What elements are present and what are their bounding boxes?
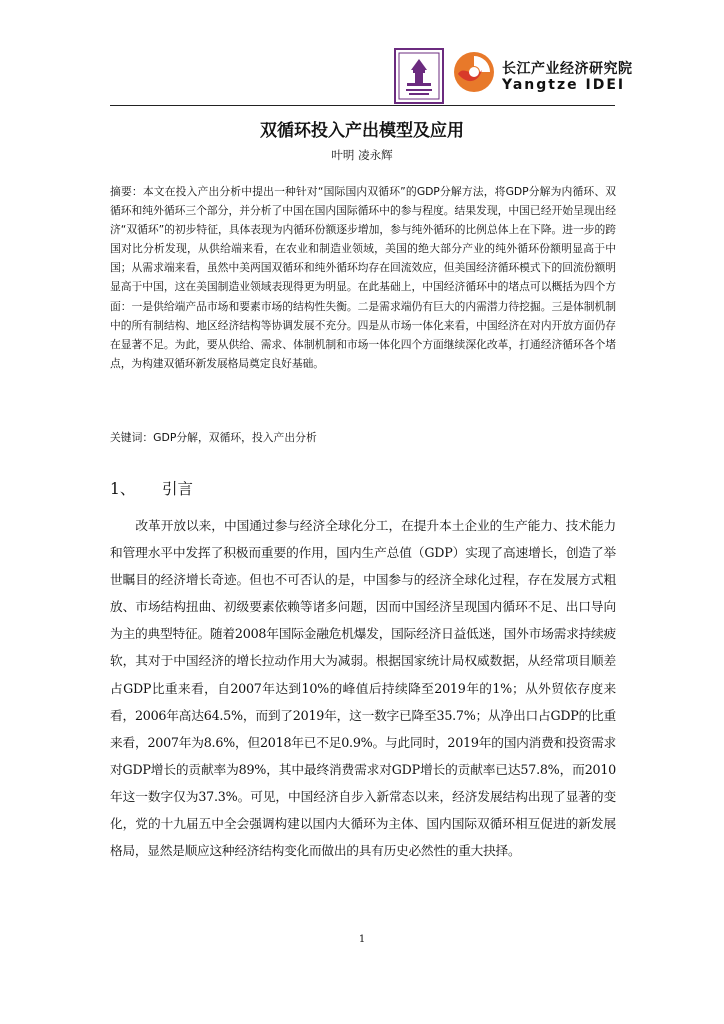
brand-name-chinese: 长江产业经济研究院 (502, 61, 633, 77)
section-title: 引言 (162, 480, 194, 498)
section-number: 1、 (110, 480, 136, 498)
keywords-line: 关键词：GDP分解，双循环，投入产出分析 (110, 431, 317, 444)
header-divider (110, 105, 615, 106)
abstract-text: 摘要：本文在投入产出分析中提出一种针对“国际国内双循环”的GDP分解方法，将GDP分解为内循环、双循环和纯外循环三个部分，并分析了中国在国内国际循环中的参与程度。结果发现，中国已经开始呈现出经济“双循环”的初步特征，具体表现为内循环份额逐步增加，参与纯外循环的比例总体上在下降。进一步的跨国对比分析发现，从供给端来看，在农业和制造业领域，美国的绝大部分产业的纯外循环份额明显高于中国；从需求端来看，虽然中美两国双循环和纯外循环均存在回流效应，但美国经济循环模式下的回流份额明显高于中国，这在美国制造业领域表现得更为明显。在此基础上，中国经济循环中的堵点可以概括为四个方面：一是供给端产品市场和要素市场的结构性失衡。二是需求端仍有巨大的内需潜力待挖掘。三是体制机制中的所有制结构、地区经济结构等协调发展不充分。四是从市场一体化来看，中国经济在对内开放方面仍存在显著不足。为此，要从供给、需求、体制机制和市场一体化四个方面继续深化改革，打通经济循环各个堵点，为构建双循环新发展格局奠定良好基础。 (110, 185, 616, 370)
brand-name-english: Yangtze IDEI (502, 77, 626, 93)
section-heading-introduction (110, 477, 193, 499)
page-header (110, 44, 633, 106)
university-seal-icon (394, 48, 444, 104)
paper-title: 双循环投入产出模型及应用 (260, 121, 464, 141)
paper-authors: 叶明 凌永辉 (331, 148, 393, 162)
page-number: 1 (358, 934, 366, 945)
brand-logo-icon (452, 50, 496, 94)
introduction-paragraph: 改革开放以来，中国通过参与经济全球化分工，在提升本土企业的生产能力、技术能力和管理水平中发挥了积极而重要的作用，国内生产总值（GDP）实现了高速增长，创造了举世瞩目的经济增长奇迹。但也不可否认的是，中国参与的经济全球化过程，存在发展方式粗放、市场结构扭曲、初级要素依赖等诸多问题，因而中国经济呈现国内循环不足、出口导向为主的典型特征。随着2008年国际金融危机爆发，国际经济日益低迷，国外市场需求持续疲软，其对于中国经济的增长拉动作用大为减弱。根据国家统计局权威数据，从经常项目顺差占GDP比重来看，自2007年达到10%的峰值后持续降至2019年的1%；从外贸依存度来看，2006年高达64.5%，而到了2019年，这一数字已降至35.7%；从净出口占GDP的比重来看，2007年为8.6%，但2018年已不足0.9%。与此同时，2019年的国内消费和投资需求对GDP增长的贡献率为89%，其中最终消费需求对GDP增长的贡献率已达57.8%，而2010年这一数字仅为37.3%。可见，中国经济自步入新常态以来，经济发展结构出现了显著的变化，党的十九届五中全会强调构建以国内大循环为主体、国内国际双循环相互促进的新发展格局，显然是顺应这种经济结构变化而做出的具有历史必然性的重大抉择。 (110, 518, 616, 859)
